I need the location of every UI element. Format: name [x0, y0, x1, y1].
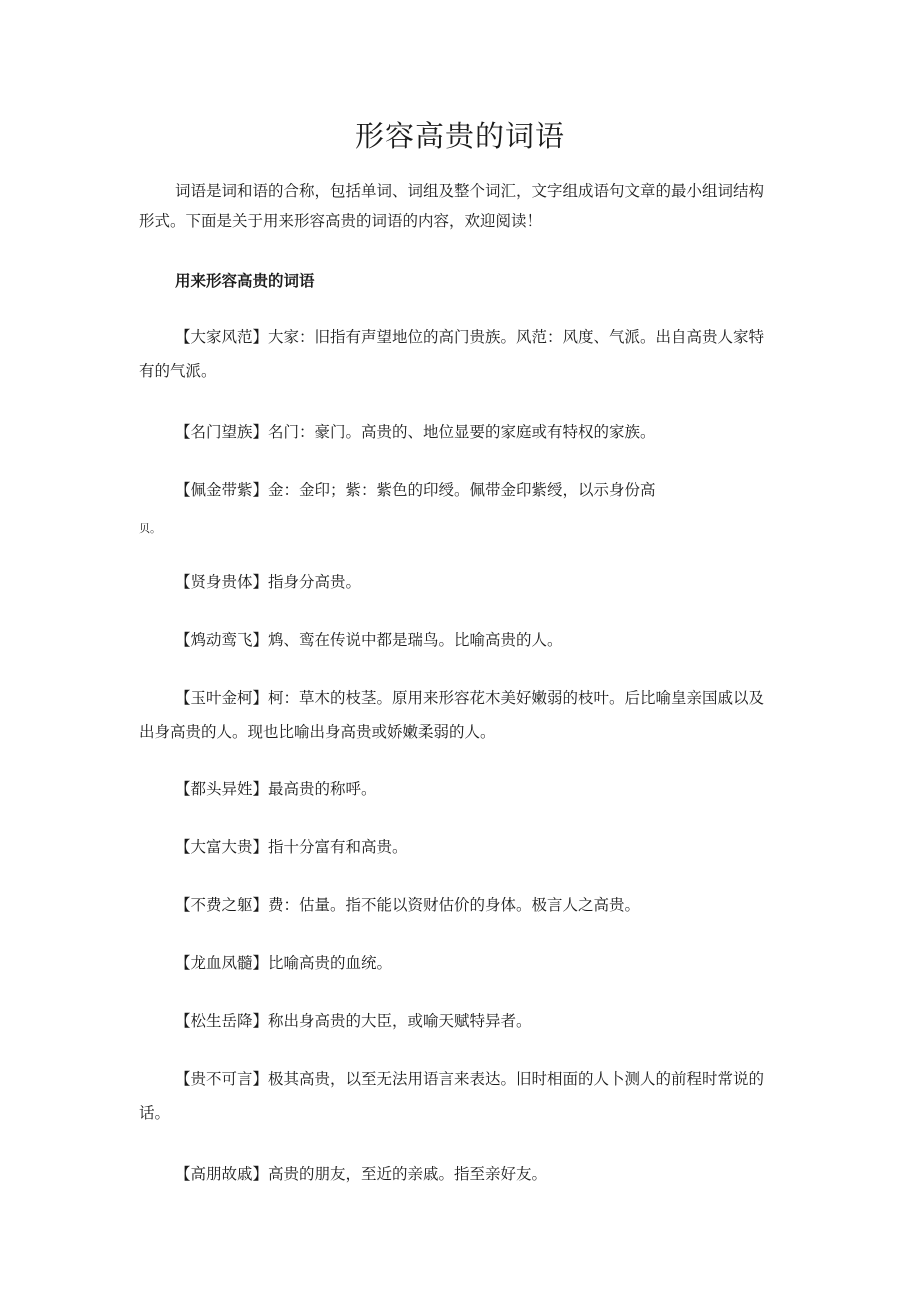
entry-term: 【玉叶金柯】: [175, 689, 269, 707]
entry-term: 【贵不可言】: [175, 1070, 269, 1088]
entry-definition: 鸩、鸾在传说中都是瑞鸟。比喻高贵的人。: [268, 631, 563, 649]
page-title: 形容高贵的词语: [354, 119, 565, 153]
entry-term: 【大家风范】: [175, 328, 269, 346]
entry-doutou-yixing: [139, 772, 779, 806]
entry-definition: 最高贵的称呼。: [268, 780, 377, 798]
entry-guibu-keyan: [139, 1062, 779, 1130]
entry-yuye-jinke: [139, 681, 779, 749]
entry-definition: 柯：草木的枝茎。原用来形容花木美好嫩弱的枝叶。后比喻皇亲国戚以及出身高贵的人。现也比喻出身高贵或娇嫩柔弱的人。: [139, 689, 765, 741]
entry-longxue-fengsui: [139, 946, 779, 980]
entry-term: 【佩金带紫】: [175, 481, 269, 499]
entry-dajia-fengfan: [139, 320, 779, 388]
entry-zhendong-luanfei: [139, 623, 779, 657]
entry-definition: 指身分高贵。: [268, 573, 362, 591]
section-heading: 用来形容高贵的词语: [175, 271, 315, 290]
entry-definition: 金：金印；紫：紫色的印绶。佩带金印紫绶，以示身份高: [268, 481, 656, 499]
entry-definition: 大家：旧指有声望地位的高门贵族。风范：风度、气派。出自高贵人家特有的气派。: [139, 328, 765, 380]
entry-definition: 高贵的朋友，至近的亲戚。指至亲好友。: [268, 1165, 548, 1183]
entry-definition: 极其高贵，以至无法用语言来表达。旧时相面的人卜测人的前程时常说的话。: [139, 1070, 765, 1122]
entry-definition: 指十分富有和高贵。: [268, 838, 408, 856]
entry-term: 【贤身贵体】: [175, 573, 269, 591]
entry-definition: 称出身高贵的大臣，或喻天赋特异者。: [268, 1012, 532, 1030]
entry-term: 【名门望族】: [175, 423, 269, 441]
entry-gaopeng-guqi: [139, 1157, 779, 1191]
entry-term: 【龙血凤髓】: [175, 954, 269, 972]
entry-term: 【鸩动鸾飞】: [175, 631, 269, 649]
entry-xianshen-guiti: [139, 565, 779, 599]
entry-term: 【不费之躯】: [175, 896, 269, 914]
entry-tail-fragment: 贝。: [139, 522, 161, 535]
entry-peijin-daizi: [139, 473, 779, 507]
entry-bufei-zhiqu: [139, 888, 779, 922]
entry-songsheng-yuejiang: [139, 1004, 779, 1038]
entry-definition: 比喻高贵的血统。: [268, 954, 393, 972]
entry-definition: 费：估量。指不能以资财估价的身体。极言人之高贵。: [268, 896, 641, 914]
entry-term: 【松生岳降】: [175, 1012, 269, 1030]
entry-term: 【大富大贵】: [175, 838, 269, 856]
intro-paragraph: 词语是词和语的合称，包括单词、词组及整个词汇，文字组成语句文章的最小组词结构形式。下面是关于用来形容高贵的词语的内容，欢迎阅读！: [139, 182, 765, 230]
entry-term: 【高朋故戚】: [175, 1165, 269, 1183]
entry-term: 【都头异姓】: [175, 780, 269, 798]
entry-definition: 名门：豪门。高贵的、地位显要的家庭或有特权的家族。: [268, 423, 656, 441]
entry-mingmen-wangzu: [139, 415, 779, 449]
entry-dafu-dagui: [139, 830, 779, 864]
